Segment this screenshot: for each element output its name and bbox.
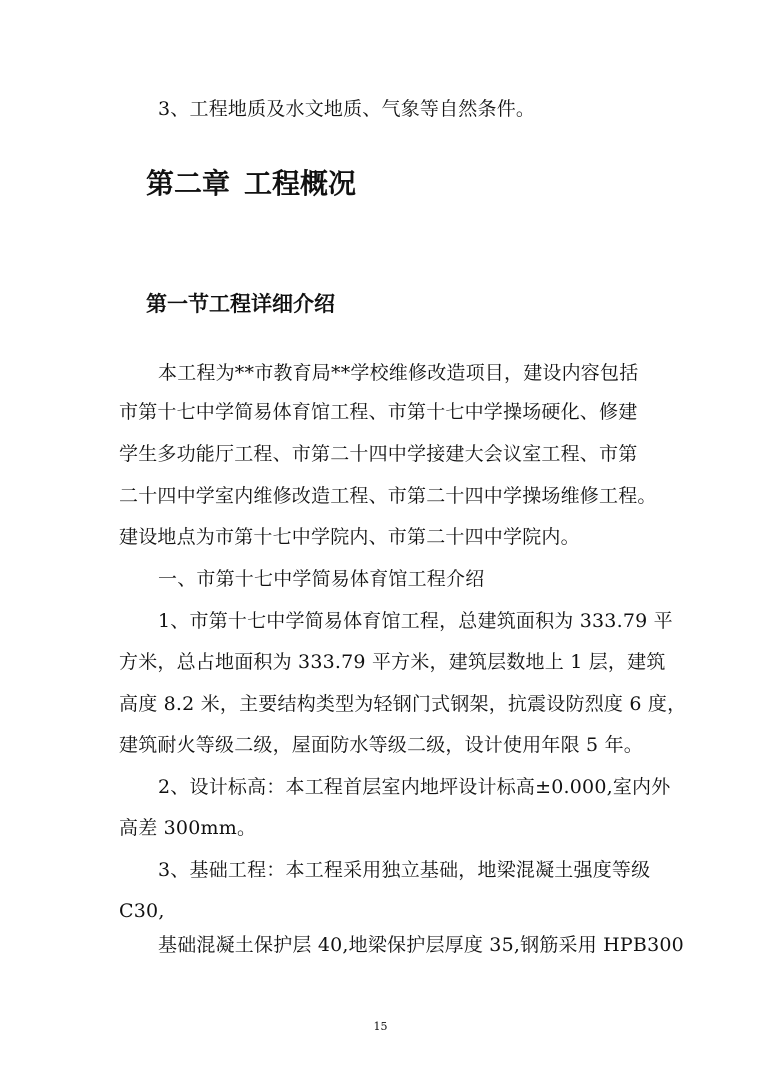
intro-item-3: 3、工程地质及水文地质、气象等自然条件。 xyxy=(158,98,536,120)
paragraph-line: 建设地点为市第十七中学院内、市第二十四中学院内。 xyxy=(119,526,580,548)
page-number: 15 xyxy=(373,1020,388,1033)
item-line: 建筑耐火等级二级，屋面防水等级二级，设计使用年限 5 年。 xyxy=(119,734,643,756)
section-heading: 第一节工程详细介绍 xyxy=(146,292,335,316)
item-line: 高差 300mm。 xyxy=(119,817,257,839)
paragraph-line: 学生多功能厅工程、市第二十四中学接建大会议室工程、市第 xyxy=(119,443,638,465)
chapter-number: 第二章 xyxy=(146,167,231,200)
subheading-gym-project: 一、市第十七中学简易体育馆工程介绍 xyxy=(158,568,485,590)
paragraph-line: 市第十七中学简易体育馆工程、市第十七中学操场硬化、修建 xyxy=(119,401,638,423)
item-line: 2、设计标高：本工程首层室内地坪设计标高±0.000,室内外 xyxy=(158,776,671,798)
paragraph-line: 本工程为**市教育局**学校维修改造项目，建设内容包括 xyxy=(158,362,639,384)
item-line: 方米，总占地面积为 333.79 平方米，建筑层数地上 1 层，建筑 xyxy=(119,651,666,673)
item-line: 基础混凝土保护层 40,地梁保护层厚度 35,钢筋采用 HPB300 xyxy=(158,934,684,956)
item-line: 3、基础工程：本工程采用独立基础，地梁混凝土强度等级 xyxy=(158,859,651,881)
chapter-title: 工程概况 xyxy=(244,167,357,200)
item-line: 高度 8.2 米，主要结构类型为轻钢门式钢架，抗震设防烈度 6 度， xyxy=(119,693,687,715)
paragraph-line: 二十四中学室内维修改造工程、市第二十四中学操场维修工程。 xyxy=(119,485,657,507)
item-line: 1、市第十七中学简易体育馆工程，总建筑面积为 333.79 平 xyxy=(158,610,673,632)
chapter-heading xyxy=(146,166,356,202)
item-line: C30, xyxy=(119,900,165,922)
